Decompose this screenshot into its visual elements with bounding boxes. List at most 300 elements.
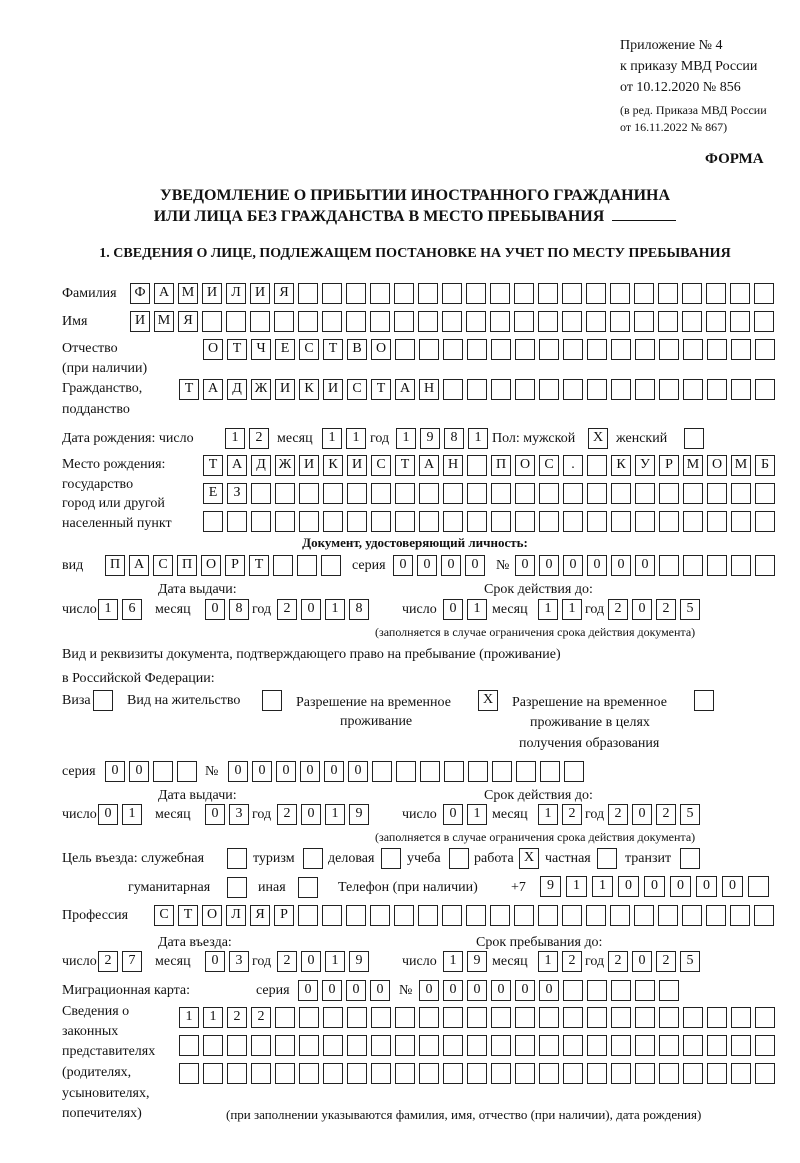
char-box[interactable] [467, 1035, 487, 1056]
char-box[interactable]: Т [203, 455, 223, 476]
purpose-private-checkbox[interactable] [597, 848, 617, 869]
char-box[interactable]: А [129, 555, 149, 576]
char-box[interactable]: С [154, 905, 174, 926]
char-box[interactable] [563, 980, 583, 1001]
char-box[interactable] [420, 761, 440, 782]
char-box[interactable]: 0 [370, 980, 390, 1001]
char-box[interactable] [683, 1007, 703, 1028]
char-box[interactable] [419, 511, 439, 532]
char-box[interactable] [347, 1007, 367, 1028]
char-box[interactable] [443, 1007, 463, 1028]
citizenship-field[interactable] [179, 379, 775, 400]
char-box[interactable]: В [347, 339, 367, 360]
char-box[interactable]: И [202, 283, 222, 304]
char-box[interactable]: 2 [562, 951, 582, 972]
char-box[interactable]: Д [251, 455, 271, 476]
char-box[interactable]: Л [226, 905, 246, 926]
char-box[interactable]: 0 [563, 555, 583, 576]
char-box[interactable]: 2 [656, 804, 676, 825]
char-box[interactable]: О [371, 339, 391, 360]
char-box[interactable] [419, 1007, 439, 1028]
char-box[interactable] [250, 311, 270, 332]
char-box[interactable] [755, 511, 775, 532]
id-valid-month-field[interactable] [538, 599, 582, 620]
purpose-transit-checkbox[interactable] [680, 848, 700, 869]
char-box[interactable]: 0 [644, 876, 665, 897]
char-box[interactable] [731, 1063, 751, 1084]
char-box[interactable]: 0 [205, 599, 225, 620]
char-box[interactable] [611, 379, 631, 400]
checkbox-box[interactable] [93, 690, 113, 711]
purpose-work-checkbox[interactable] [519, 848, 539, 869]
char-box[interactable] [467, 511, 487, 532]
char-box[interactable]: 0 [722, 876, 743, 897]
char-box[interactable] [658, 283, 678, 304]
stay-valid-month-field[interactable] [538, 804, 582, 825]
entry-year-field[interactable] [277, 951, 369, 972]
char-box[interactable]: 0 [443, 980, 463, 1001]
char-box[interactable] [442, 905, 462, 926]
checkbox-box[interactable] [303, 848, 323, 869]
char-box[interactable]: 0 [632, 951, 652, 972]
char-box[interactable]: 0 [98, 804, 118, 825]
char-box[interactable] [466, 905, 486, 926]
char-box[interactable]: 1 [468, 428, 488, 449]
char-box[interactable] [443, 379, 463, 400]
char-box[interactable] [587, 511, 607, 532]
char-box[interactable]: 0 [348, 761, 368, 782]
char-box[interactable] [706, 905, 726, 926]
id-issue-month-field[interactable] [205, 599, 249, 620]
char-box[interactable]: 1 [122, 804, 142, 825]
char-box[interactable] [491, 483, 511, 504]
char-box[interactable] [227, 511, 247, 532]
birth-year-field[interactable] [396, 428, 488, 449]
char-box[interactable] [492, 761, 512, 782]
char-box[interactable] [635, 1007, 655, 1028]
char-box[interactable]: 0 [515, 555, 535, 576]
char-box[interactable] [539, 1035, 559, 1056]
purpose-tourism-checkbox[interactable] [303, 848, 323, 869]
char-box[interactable] [755, 379, 775, 400]
sex-male-checkbox[interactable] [588, 428, 608, 449]
char-box[interactable] [659, 980, 679, 1001]
checkbox-box[interactable] [597, 848, 617, 869]
char-box[interactable] [611, 1035, 631, 1056]
char-box[interactable]: А [227, 455, 247, 476]
char-box[interactable] [395, 339, 415, 360]
id-valid-year-field[interactable] [608, 599, 700, 620]
char-box[interactable]: А [395, 379, 415, 400]
char-box[interactable] [634, 311, 654, 332]
visa-checkbox[interactable] [93, 690, 113, 711]
char-box[interactable] [706, 283, 726, 304]
char-box[interactable]: Т [395, 455, 415, 476]
char-box[interactable] [467, 483, 487, 504]
char-box[interactable]: 9 [540, 876, 561, 897]
char-box[interactable] [683, 1063, 703, 1084]
char-box[interactable] [563, 511, 583, 532]
char-box[interactable] [490, 283, 510, 304]
char-box[interactable] [442, 283, 462, 304]
char-box[interactable] [659, 379, 679, 400]
char-box[interactable] [682, 905, 702, 926]
char-box[interactable] [731, 555, 751, 576]
char-box[interactable] [610, 905, 630, 926]
char-box[interactable]: 2 [608, 599, 628, 620]
char-box[interactable]: Д [227, 379, 247, 400]
char-box[interactable] [731, 511, 751, 532]
char-box[interactable] [587, 1007, 607, 1028]
char-box[interactable]: 0 [300, 761, 320, 782]
char-box[interactable] [755, 1007, 775, 1028]
char-box[interactable] [707, 1035, 727, 1056]
char-box[interactable] [586, 283, 606, 304]
char-box[interactable] [179, 1063, 199, 1084]
char-box[interactable] [659, 511, 679, 532]
char-box[interactable]: О [707, 455, 727, 476]
char-box[interactable] [563, 1007, 583, 1028]
char-box[interactable] [755, 483, 775, 504]
char-box[interactable] [346, 283, 366, 304]
char-box[interactable] [394, 905, 414, 926]
char-box[interactable] [468, 761, 488, 782]
char-box[interactable] [395, 1063, 415, 1084]
char-box[interactable] [275, 1035, 295, 1056]
char-box[interactable] [562, 311, 582, 332]
id-issue-day-field[interactable] [98, 599, 142, 620]
char-box[interactable] [683, 379, 703, 400]
char-box[interactable]: 1 [325, 599, 345, 620]
char-box[interactable]: 2 [251, 1007, 271, 1028]
char-box[interactable]: 2 [227, 1007, 247, 1028]
char-box[interactable] [275, 483, 295, 504]
purpose-humanitarian-checkbox[interactable] [227, 877, 247, 898]
char-box[interactable] [370, 283, 390, 304]
char-box[interactable] [706, 311, 726, 332]
char-box[interactable] [731, 1007, 751, 1028]
char-box[interactable]: Я [250, 905, 270, 926]
char-box[interactable]: 0 [301, 804, 321, 825]
char-box[interactable] [419, 339, 439, 360]
migration-series-field[interactable] [298, 980, 390, 1001]
char-box[interactable] [635, 1035, 655, 1056]
char-box[interactable] [707, 555, 727, 576]
checkbox-box[interactable] [262, 690, 282, 711]
char-box[interactable] [731, 379, 751, 400]
birth-place-row-1[interactable] [203, 455, 775, 476]
purpose-other-checkbox[interactable] [298, 877, 318, 898]
char-box[interactable] [298, 905, 318, 926]
reps-row-1[interactable] [179, 1007, 775, 1028]
char-box[interactable] [634, 905, 654, 926]
char-box[interactable] [323, 511, 343, 532]
char-box[interactable]: С [371, 455, 391, 476]
char-box[interactable]: 1 [325, 951, 345, 972]
char-box[interactable] [707, 379, 727, 400]
char-box[interactable]: 1 [98, 599, 118, 620]
char-box[interactable] [659, 1035, 679, 1056]
char-box[interactable] [491, 1035, 511, 1056]
char-box[interactable] [323, 1035, 343, 1056]
char-box[interactable] [683, 511, 703, 532]
char-box[interactable]: Е [275, 339, 295, 360]
char-box[interactable] [707, 1063, 727, 1084]
char-box[interactable]: 9 [420, 428, 440, 449]
char-box[interactable] [634, 283, 654, 304]
reps-row-2[interactable] [179, 1035, 775, 1056]
char-box[interactable]: И [275, 379, 295, 400]
char-box[interactable] [395, 511, 415, 532]
char-box[interactable] [251, 1063, 271, 1084]
char-box[interactable] [515, 1063, 535, 1084]
name-field[interactable] [130, 311, 774, 332]
char-box[interactable] [323, 1007, 343, 1028]
char-box[interactable] [321, 555, 341, 576]
checkbox-box[interactable] [298, 877, 318, 898]
char-box[interactable] [322, 311, 342, 332]
char-box[interactable] [396, 761, 416, 782]
char-box[interactable] [514, 283, 534, 304]
patronymic-field[interactable] [203, 339, 775, 360]
char-box[interactable] [611, 483, 631, 504]
char-box[interactable] [658, 905, 678, 926]
checkbox-box[interactable] [694, 690, 714, 711]
char-box[interactable]: 1 [179, 1007, 199, 1028]
char-box[interactable] [707, 339, 727, 360]
char-box[interactable]: 0 [205, 951, 225, 972]
char-box[interactable] [538, 283, 558, 304]
char-box[interactable]: Т [249, 555, 269, 576]
sex-female-checkbox[interactable] [684, 428, 704, 449]
char-box[interactable] [370, 905, 390, 926]
char-box[interactable] [370, 311, 390, 332]
char-box[interactable]: 7 [122, 951, 142, 972]
char-box[interactable]: 1 [538, 951, 558, 972]
char-box[interactable] [659, 1063, 679, 1084]
char-box[interactable] [203, 511, 223, 532]
char-box[interactable] [564, 761, 584, 782]
char-box[interactable]: 0 [443, 804, 463, 825]
char-box[interactable] [275, 511, 295, 532]
char-box[interactable] [731, 339, 751, 360]
char-box[interactable] [419, 483, 439, 504]
char-box[interactable]: 8 [229, 599, 249, 620]
char-box[interactable]: 2 [277, 951, 297, 972]
char-box[interactable]: 2 [277, 804, 297, 825]
purpose-business-checkbox[interactable] [381, 848, 401, 869]
char-box[interactable]: 1 [225, 428, 245, 449]
char-box[interactable] [467, 339, 487, 360]
char-box[interactable] [443, 1063, 463, 1084]
char-box[interactable] [539, 511, 559, 532]
char-box[interactable] [538, 311, 558, 332]
char-box[interactable] [635, 339, 655, 360]
birth-day-field[interactable] [225, 428, 269, 449]
char-box[interactable]: Н [419, 379, 439, 400]
char-box[interactable] [491, 511, 511, 532]
char-box[interactable] [635, 511, 655, 532]
char-box[interactable] [730, 905, 750, 926]
char-box[interactable]: И [130, 311, 150, 332]
char-box[interactable]: 1 [346, 428, 366, 449]
stay-until-day-field[interactable] [443, 951, 487, 972]
char-box[interactable]: Т [179, 379, 199, 400]
char-box[interactable] [683, 483, 703, 504]
char-box[interactable]: 6 [122, 599, 142, 620]
purpose-official-checkbox[interactable] [227, 848, 247, 869]
char-box[interactable] [227, 1035, 247, 1056]
char-box[interactable] [562, 283, 582, 304]
char-box[interactable] [515, 379, 535, 400]
char-box[interactable]: 0 [252, 761, 272, 782]
checkbox-box[interactable] [381, 848, 401, 869]
temp-residence-edu-checkbox[interactable] [694, 690, 714, 711]
char-box[interactable] [418, 283, 438, 304]
char-box[interactable] [394, 311, 414, 332]
char-box[interactable] [202, 311, 222, 332]
char-box[interactable] [514, 905, 534, 926]
char-box[interactable]: И [299, 455, 319, 476]
char-box[interactable] [611, 1063, 631, 1084]
char-box[interactable] [419, 1035, 439, 1056]
stay-valid-year-field[interactable] [608, 804, 700, 825]
char-box[interactable] [298, 311, 318, 332]
entry-month-field[interactable] [205, 951, 249, 972]
char-box[interactable] [731, 1035, 751, 1056]
char-box[interactable]: О [203, 339, 223, 360]
char-box[interactable] [539, 483, 559, 504]
char-box[interactable]: С [347, 379, 367, 400]
id-issue-year-field[interactable] [277, 599, 369, 620]
char-box[interactable] [515, 483, 535, 504]
char-box[interactable]: 0 [298, 980, 318, 1001]
char-box[interactable] [179, 1035, 199, 1056]
char-box[interactable] [659, 555, 679, 576]
stay-until-year-field[interactable] [608, 951, 700, 972]
char-box[interactable] [299, 1007, 319, 1028]
char-box[interactable] [659, 1007, 679, 1028]
char-box[interactable] [443, 1035, 463, 1056]
char-box[interactable]: 0 [419, 980, 439, 1001]
char-box[interactable]: 0 [632, 599, 652, 620]
char-box[interactable] [299, 483, 319, 504]
char-box[interactable]: Р [659, 455, 679, 476]
char-box[interactable] [490, 905, 510, 926]
char-box[interactable] [275, 1063, 295, 1084]
char-box[interactable]: Т [227, 339, 247, 360]
char-box[interactable]: М [154, 311, 174, 332]
char-box[interactable]: 2 [656, 599, 676, 620]
char-box[interactable]: М [731, 455, 751, 476]
char-box[interactable] [659, 483, 679, 504]
id-number-field[interactable] [515, 555, 775, 576]
char-box[interactable] [418, 311, 438, 332]
checkbox-box[interactable] [449, 848, 469, 869]
char-box[interactable]: М [683, 455, 703, 476]
char-box[interactable] [682, 311, 702, 332]
char-box[interactable] [298, 283, 318, 304]
char-box[interactable] [444, 761, 464, 782]
char-box[interactable] [251, 511, 271, 532]
char-box[interactable] [683, 1035, 703, 1056]
char-box[interactable] [754, 311, 774, 332]
char-box[interactable] [491, 339, 511, 360]
char-box[interactable]: Ф [130, 283, 150, 304]
char-box[interactable] [153, 761, 173, 782]
char-box[interactable] [586, 905, 606, 926]
char-box[interactable]: К [323, 455, 343, 476]
char-box[interactable] [442, 311, 462, 332]
checkbox-box[interactable] [227, 848, 247, 869]
char-box[interactable] [635, 379, 655, 400]
char-box[interactable] [297, 555, 317, 576]
char-box[interactable] [347, 483, 367, 504]
char-box[interactable]: 0 [515, 980, 535, 1001]
char-box[interactable] [466, 311, 486, 332]
char-box[interactable]: Л [226, 283, 246, 304]
char-box[interactable] [226, 311, 246, 332]
char-box[interactable] [755, 1035, 775, 1056]
residence-permit-checkbox[interactable] [262, 690, 282, 711]
stay-series-field[interactable] [105, 761, 197, 782]
char-box[interactable] [748, 876, 769, 897]
char-box[interactable]: 0 [491, 980, 511, 1001]
char-box[interactable] [346, 905, 366, 926]
char-box[interactable] [347, 1035, 367, 1056]
surname-field[interactable] [130, 283, 774, 304]
char-box[interactable]: 0 [346, 980, 366, 1001]
char-box[interactable]: А [419, 455, 439, 476]
birth-month-field[interactable] [322, 428, 366, 449]
birth-place-row-2[interactable] [203, 483, 775, 504]
char-box[interactable]: 0 [417, 555, 437, 576]
char-box[interactable]: Р [225, 555, 245, 576]
char-box[interactable] [466, 283, 486, 304]
char-box[interactable] [610, 311, 630, 332]
char-box[interactable] [467, 1063, 487, 1084]
char-box[interactable]: 0 [618, 876, 639, 897]
char-box[interactable] [443, 483, 463, 504]
char-box[interactable] [540, 761, 560, 782]
char-box[interactable]: З [227, 483, 247, 504]
char-box[interactable] [491, 1007, 511, 1028]
char-box[interactable] [177, 761, 197, 782]
char-box[interactable] [755, 555, 775, 576]
char-box[interactable]: И [347, 455, 367, 476]
char-box[interactable] [538, 905, 558, 926]
char-box[interactable]: 0 [276, 761, 296, 782]
char-box[interactable]: 2 [656, 951, 676, 972]
char-box[interactable] [707, 511, 727, 532]
id-series-field[interactable] [393, 555, 485, 576]
char-box[interactable] [754, 283, 774, 304]
char-box[interactable] [394, 283, 414, 304]
char-box[interactable]: Б [755, 455, 775, 476]
char-box[interactable]: 0 [322, 980, 342, 1001]
char-box[interactable]: 2 [249, 428, 269, 449]
char-box[interactable]: 0 [635, 555, 655, 576]
char-box[interactable]: Е [203, 483, 223, 504]
char-box[interactable] [515, 511, 535, 532]
char-box[interactable] [659, 339, 679, 360]
char-box[interactable]: 0 [467, 980, 487, 1001]
char-box[interactable]: Т [371, 379, 391, 400]
char-box[interactable]: М [178, 283, 198, 304]
migration-number-field[interactable] [419, 980, 679, 1001]
char-box[interactable] [539, 339, 559, 360]
char-box[interactable] [299, 1063, 319, 1084]
